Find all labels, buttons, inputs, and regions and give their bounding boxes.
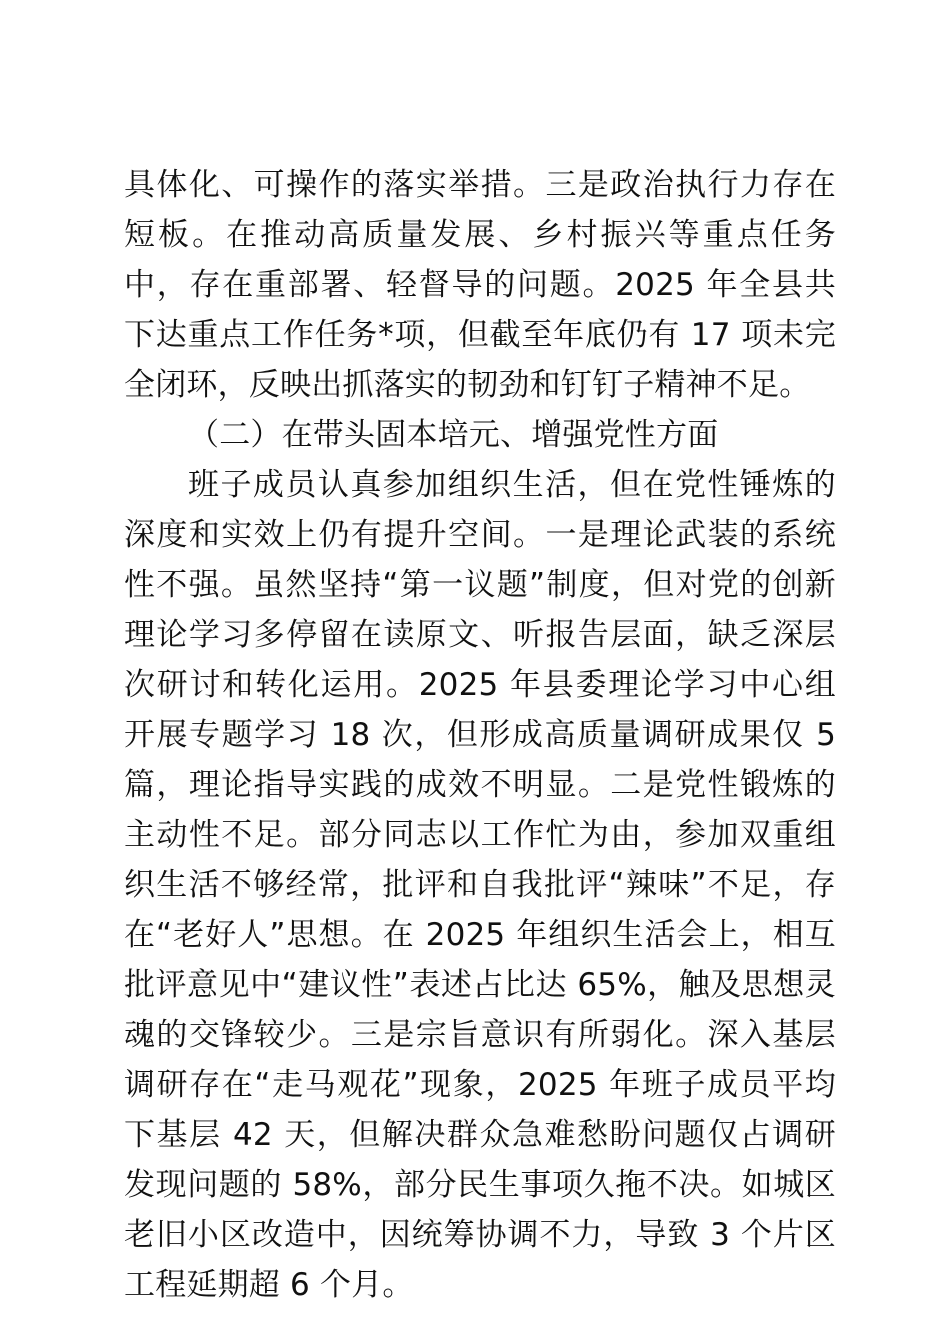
- paragraph-continuation: 具体化、可操作的落实举措。三是政治执行力存在短板。在推动高质量发展、乡村振兴等重点任务中，存在重部署、轻督导的问题。2025 年全县共下达重点工作任务*项，但截至年底仍有 17 项未完全闭环，反映出抓落实的韧劲和钉钉子精神不足。: [124, 167, 836, 403]
- section-heading-two: （二）在带头固本培元、增强党性方面: [188, 417, 719, 453]
- paragraph-body-two: 班子成员认真参加组织生活，但在党性锤炼的深度和实效上仍有提升空间。一是理论武装的系统性不强。虽然坚持“第一议题”制度，但对党的创新理论学习多停留在读原文、听报告层面，缺乏深层次研讨和转化运用。2025 年县委理论学习中心组开展专题学习 18 次，但形成高质量调研成果仅 5 篇，理论指导实践的成效不明显。二是党性锻炼的主动性不足。部分同志以工作忙为由，参加双重组织生活不够经常，批评和自我批评“辣味”不足，存在“老好人”思想。在 2025 年组织生活会上，相互批评意见中“建议性”表述占比达 65%，触及思想灵魂的交锋较少。三是宗旨意识有所弱化。深入基层调研存在“走马观花”现象，2025 年班子成员平均下基层 42 天，但解决群众急难愁盼问题仅占调研发现问题的 58%，部分民生事项久拖不决。如城区老旧小区改造中，因统筹协调不力，导致 3 个片区工程延期超 6 个月。: [124, 467, 836, 1303]
- document-body: [124, 160, 836, 1310]
